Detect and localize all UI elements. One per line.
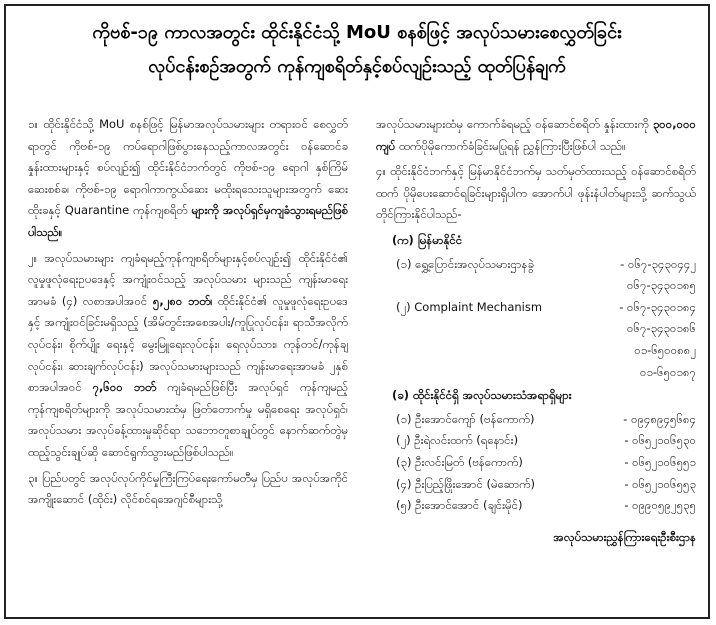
contact-phone: - ၀၉၄၈၉၄၅၆၈၄ <box>623 411 696 426</box>
paragraph-2 <box>28 248 348 464</box>
contact-row <box>376 340 696 362</box>
contact-row <box>376 474 696 496</box>
paragraph-2-text-a: ၂။ အလုပ်သမားများ ကျခံရမည့်ကုန်ကျစရိတ်များနှင့်စပ်လျဉ်း၍ ထိုင်းနိုင်ငံ၏ လူမှုဖူလုံရေးဥပဒေနှင့် အကျုံးဝင်သည့် အလုပ်သမား များသည် ကျန်းမာရေးအာမခံ (၄) လစာအပါအဝင် <box>28 250 348 308</box>
contact-name <box>376 318 396 340</box>
contact-row <box>376 318 696 340</box>
contact-phone: - ၀၆၇-၃၄၃၀၁၈၄ <box>619 299 696 314</box>
contact-phone: - ၀၆၅၂၁၀၆၅၅၁ <box>624 454 696 469</box>
contact-phone: - ၀၉၉၀၅၉၂၅၃၅ <box>624 498 696 513</box>
contact-name: (၂) Complaint Mechanism <box>396 299 543 314</box>
contact-phone: ၀၆၇-၃၄၃၀၁၈၅ <box>627 278 696 293</box>
paragraph-1-text: ၁။ ထိုင်းနိုင်ငံသို့ MoU စနစ်ဖြင့် မြန်မာအလုပ်သမားများ တရားဝင် စေလွှတ်ရာတွင် ကိုဗစ်-၁၉ ကပ်ရောဂါဖြစ်ပွားနေသည့်ကာလအတွင်း ဝန်ဆောင်ခနှုန်းထားများနှင့် စပ်လျဉ်း၍ ထိုင်းနိုင်ငံဘက်တွင် ကိုဗစ်-၁၉ ရောဂါ နှစ်ကြိမ်ဆေးစစ်ခ၊ ကိုဗစ်-၁၉ ရောဂါကာကွယ်ဆေး မထိုးရသေးသူများအတွက် ဆေးထိုးခနှင့် Quarantine ကုန်ကျစရိတ် <box>28 117 348 218</box>
myanmar-contact-list <box>376 254 696 384</box>
contact-phone: ၀၁-၆၅၀၀၈၈၂ <box>634 342 696 357</box>
paragraph-1 <box>28 114 348 244</box>
paragraph-3: ၃။ ပြည်ပတွင် အလုပ်လုပ်ကိုင်မှုကြီးကြပ်ရေးကော်မတီမှ ပြည်ပ အလုပ်အကိုင်အကျိုးဆောင် (ထိုင်း) လိုင်စင်ရအေဂျင်စီများသို့ <box>28 470 348 507</box>
contact-row <box>376 409 696 431</box>
contact-row <box>376 275 696 297</box>
contact-name: (၂) ဦးရဲလင်းထက် (ရနောင်း) <box>396 433 519 448</box>
contact-row <box>376 362 696 384</box>
contact-name <box>376 275 396 297</box>
contact-name: (၅) ဦးအောင်အောင် (ချင်းမိုင်) <box>396 498 523 513</box>
title-line-2: လုပ်ငန်းစဉ်အတွက် ကုန်ကျစရိတ်နှင့်စပ်လျဉ်းသည့် ထုတ်ပြန်ချက် <box>148 56 566 77</box>
paragraph-3-cont-a: အလုပ်သမားများထံမှ ကောက်ခံရမည့် ဝန်ဆောင်စရိတ် နှုန်းထားကို <box>376 117 649 131</box>
section-thailand-heading: (ခ) ထိုင်းနိုင်ငံရှိ အလုပ်သမားသံအရာရှိများ <box>392 388 572 403</box>
amount-7600-baht: ၇,၆၀၀ ဘတ် <box>92 380 157 395</box>
amount-5280-baht: ၅,၂၈၀ ဘတ်၊ <box>152 293 213 308</box>
right-column <box>376 114 696 548</box>
contact-phone: - ၀၆၅၂၁၀၆၅၃၀ <box>624 433 696 448</box>
paragraph-3-continued <box>376 114 696 157</box>
thailand-contact-list <box>376 409 696 517</box>
paragraph-2-text-b: ထိုင်းနိုင်ငံ၏ လူမှုဖူလုံရေးဥပဒေနှင့် အကျုံးဝင်ခြင်းမရှိသည့် (အိမ်တွင်းအစေအပါး/ကူပြုလုပ်ငန်း၊ ရာသီအလိုက်လုပ်ငန်း၊ စိုက်ပျိုး ရေးနှင့် မွေးမြူရေးလုပ်ငန်း၊ ရေလုပ်သား၊ ကုန်တင်/ကုန်ချလုပ်ငန်း၊ ဆားချက်လုပ်ငန်း) အလုပ်သမားများသည် ကျန်းမာရေးအာမခံ ၂နှစ် စာအပါအဝင် <box>28 293 348 395</box>
title-line-1: ကိုဗစ်-၁၉ ကာလအတွင်း ထိုင်းနိုင်ငံသို့ MoU စနစ်ဖြင့် အလုပ်သမားစေလွှတ်ခြင်း <box>92 22 622 43</box>
contact-row <box>376 297 696 319</box>
contact-row <box>376 452 696 474</box>
section-myanmar-heading: (က) မြန်မာနိုင်ငံ <box>392 232 463 247</box>
contact-row <box>376 254 696 276</box>
contact-name: (၁) ရွှေ့ပြောင်းအလုပ်သမားဌာနခွဲ <box>396 256 534 271</box>
contact-name: (၃) ဦးလင်းမြတ် (ဗန်ကောက်) <box>396 454 523 469</box>
contact-name: (၄) ဦးပြည့်ဖြိုးအောင် (မဲဆောက်) <box>396 476 535 491</box>
contact-name <box>376 362 396 384</box>
contact-row <box>376 495 696 517</box>
contact-name <box>376 340 396 362</box>
contact-phone: - ၀၆၅၂၁၀၆၅၅၃ <box>624 476 696 491</box>
paragraph-4: ၄။ ထိုင်းနိုင်ငံဘက်နှင့် မြန်မာနိုင်ငံဘက်မှ သတ်မှတ်ထားသည့် ဝန်ဆောင်စရိတ်ထက် ပိုမိုပေးဆောင်ရခြင်းများရှိပါက အောက်ပါ ဖုန်းနံပါတ်များသို့ ဆက်သွယ်တိုင်ကြားနိုင်ပါသည်- <box>376 164 696 222</box>
paragraph-3-cont-b: ထက်ပိုမိုကောက်ခံခြင်းမပြုရန် ညွှန်ကြားပြီးဖြစ်ပါ သည်။ <box>398 138 626 153</box>
contact-phone: - ၀၆၇-၃၄၃၀၄၄၂ <box>620 256 696 271</box>
contact-phone: ၀၆၇-၃၄၃၀၁၈၆ <box>627 321 696 336</box>
document-frame <box>4 4 710 619</box>
contact-row <box>376 430 696 452</box>
amount-300000-kyat: ၃၀၀,၀၀၀ ကျပ် <box>376 117 697 153</box>
paragraph-2-text-c: ကျခံရမည်ဖြစ်ပြီး အလုပ်ရှင် ကုန်ကျမည့် ကုန်ကျစရိတ်များကို အလုပ်သမားထံမှ ဖြတ်တောက်မှု မရှိစေရေး အလုပ်ရှင်၊ အလုပ်သမား အလုပ်ခန့်ထားမှုဆိုင်ရာ သဘောတူစာချုပ်တွင် နောက်ဆက်တွဲမှ ထည့်သွင်းချုပ်ဆို ဆောင်ရွက်သွားမည်ဖြစ်ပါသည်။ <box>28 380 348 459</box>
left-column <box>28 114 348 515</box>
contact-name: (၁) ဦးအောင်ကျော် (ဗန်ကောက်) <box>396 411 535 426</box>
paragraph-1-emphasis: များကို အလုပ်ရှင်မှကျခံသွားရမည်ဖြစ်ပါသည်။ <box>28 203 349 239</box>
contact-phone: ၀၁-၆၅၀၁၈၇ <box>639 364 696 379</box>
issuing-department-signature: အလုပ်သမားညွှန်ကြားရေးဦးစီးဌာန <box>553 529 696 544</box>
